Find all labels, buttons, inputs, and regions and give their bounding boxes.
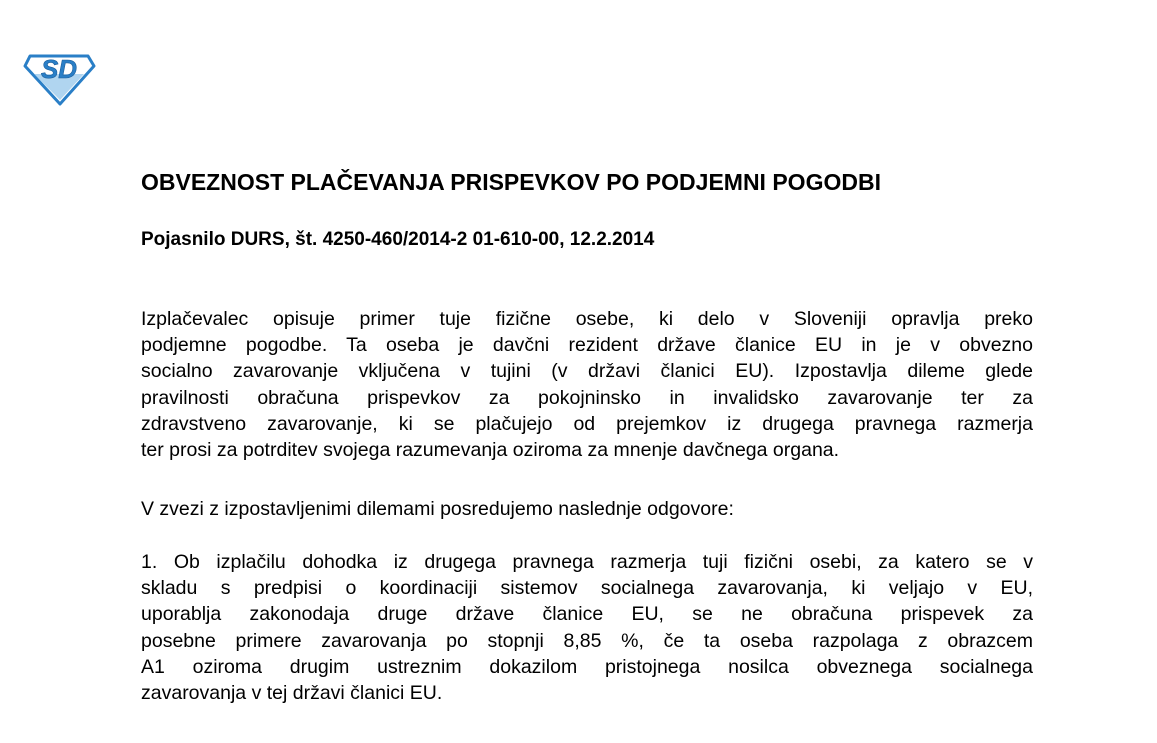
paragraph-line: ter prosi za potrditev svojega razumevanja oziroma za mnenje davčnega organa. [141,439,840,462]
paragraph-line: socialno zavarovanje vključena v tujini (v državi članici EU). Izpostavlja dileme glede [141,360,1033,383]
paragraph-line: pravilnosti obračuna prispevkov za pokojninsko in invalidsko zavarovanje ter za [141,386,1033,409]
document-subtitle: Pojasnilo DURS, št. 4250-460/2014-2 01-610-00, 12.2.2014 [141,229,655,250]
logo-text: SD [40,54,78,84]
paragraph-line: posebne primere zavarovanja po stopnji 8,85 %, če ta oseba razpolaga z obrazcem [141,629,1033,652]
paragraph-answer-1 [141,549,1033,706]
paragraph-line: skladu s predpisi o koordinaciji sistemov socialnega zavarovanja, ki veljajo v EU, [141,577,1033,600]
paragraph-line: A1 oziroma drugim ustreznim dokazilom pristojnega nosilca obveznega socialnega [141,655,1033,678]
paragraph-line: podjemne pogodbe. Ta oseba je davčni rezident države članice EU in je v obvezno [141,334,1033,357]
paragraph-line: zdravstveno zavarovanje, ki se plačujejo od prejemkov iz drugega pravnega razmerja [141,412,1033,435]
paragraph-intro [141,306,1033,463]
document-title: OBVEZNOST PLAČEVANJA PRISPEVKOV PO PODJEMNI POGODBI [141,169,881,195]
paragraph-line: uporablja zakonodaja druge države članice EU, se ne obračuna prispevek za [141,603,1033,626]
paragraph-line: 1. Ob izplačilu dohodka iz drugega pravnega razmerja tuji fizični osebi, za katero se v [141,551,1033,573]
sd-logo [22,50,96,106]
paragraph-transition [141,496,1033,522]
paragraph-line: zavarovanja v tej državi članici EU. [141,682,443,705]
paragraph-line: Izplačevalec opisuje primer tuje fizične osebe, ki delo v Sloveniji opravlja preko [141,308,1033,330]
paragraph-line: V zvezi z izpostavljenimi dilemami posredujemo naslednje odgovore: [141,498,734,520]
